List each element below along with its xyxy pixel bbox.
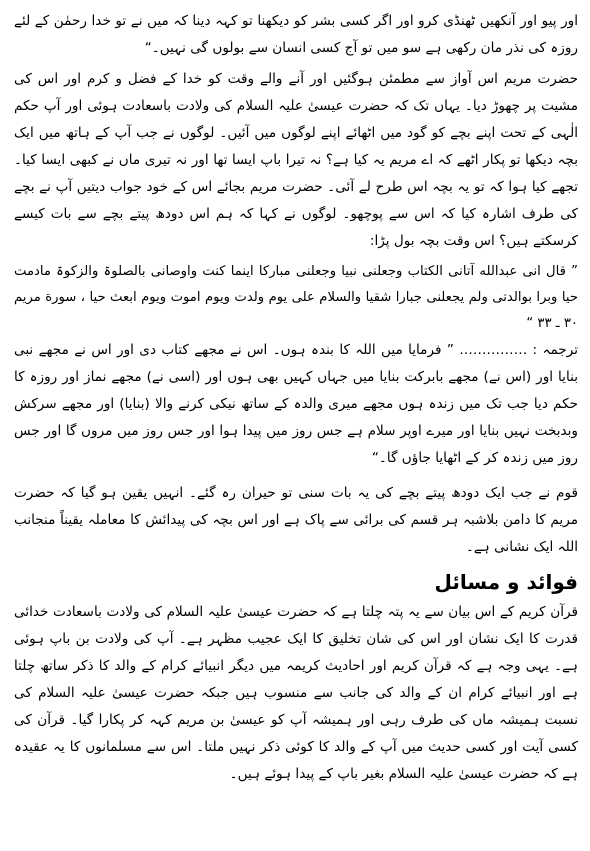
translation-block — [14, 337, 578, 472]
paragraph-opening: اور پیو اور آنکھیں ٹھنڈی کرو اور اگر کسی بشر کو دیکھنا تو کہہ دینا کہ میں نے تو خدا رحمٰن کے لئے روزہ کی نذر مان رکھی ہے سو میں تو آج کسی انسان سے بولوں گی نہیں۔“ — [14, 13, 578, 56]
paragraph-reaction: قوم نے جب ایک دودھ پیتے بچے کی یہ بات سنی تو حیران رہ گئے۔ انہیں یقین ہو گیا کہ حضرت مریم کا دامن بلاشبہ ہر قسم کی برائی سے پاک ہے اور اس بچہ کی پیدائش کا معاملہ یقیناً منجانب اللہ ایک نشانی ہے۔ — [14, 485, 578, 555]
translation-text: ” فرمایا میں اللہ کا بندہ ہوں۔ اس نے مجھے کتاب دی اور اس نے مجھے نبی بنایا اور (اس نے) مجھے بابرکت بنایا میں جہاں کہیں بھی ہوں اور (اسی نے) مجھے نماز اور روزہ کا حکم دیا جب تک میں زندہ ہوں مجھے میری والدہ کے ساتھ نیکی کرنے والا (بنایا) اور مجھے سرکش وبدبخت نہیں بنایا اور میرے اوپر سلام ہے جس روز میں پیدا ہوا اور جس روز میں مروں گا اور جس روز میں زندہ کر کے اٹھایا جاؤں گا۔“ — [14, 342, 578, 466]
paragraph-narrative: حضرت مریم اس آواز سے مطمئن ہوگئیں اور آنے والے وقت کو خدا کے فضل و کرم اور اس کی مشیت پر چھوڑ دیا۔ یہاں تک کہ حضرت عیسیٰ علیہ السلام کی ولادت باسعادت ہوئی اور آپ حکم الٰہی کے تحت اپنے بچے کو گود میں اٹھائے اپنے لوگوں میں آئیں۔ لوگوں نے جب آپ کے ہاتھ میں ایک بچہ دیکھا تو پکار اٹھے کہ اے مریم یہ کیا ہے؟ نہ تیرا باپ ایسا تھا اور نہ تیری ماں نے کبھی ایسا کیا۔ تجھے کیا ہوا کہ تو یہ بچہ اس طرح لے آئی۔ حضرت مریم بجائے اس کے خود جواب دیتیں آپ نے بچے کی طرف اشارہ کیا کہ اس سے پوچھو۔ لوگوں نے کہا کہ ہم اس دودھ پیتے بچے سے بات کیسے کرسکتے ہیں؟ اس وقت بچہ بول پڑا: — [14, 71, 578, 249]
paragraph-lessons: قرآن کریم کے اس بیان سے یہ پتہ چلتا ہے کہ حضرت عیسیٰ علیہ السلام کی ولادت باسعادت خدائی قدرت کا ایک نشان اور اس کی شان تخلیق کا ایک عجیب مظہر ہے۔ آپ کی ولادت بن باپ ہوئی ہے۔ یہی وجہ ہے کہ قرآن کریم اور احادیث کریمہ میں دیگر انبیائے کرام کے والد کا ذکر ساتھ چلتا ہے اور انبیائے کرام ان کے والد کی جانب سے منسوب ہیں جبکہ حضرت عیسیٰ علیہ السلام کی نسبت ہمیشہ ماں کی طرف رہی اور ہمیشہ آپ کو عیسیٰ بن مریم کہہ کر پکارا گیا۔ قرآن کی کسی آیت اور کسی حدیث میں آپ کے والد کا کوئی ذکر نہیں ملتا۔ اس سے مسلمانوں کا یہ عقیدہ ہے کہ حضرت عیسیٰ علیہ السلام بغیر باپ کے پیدا ہوئے ہیں۔ — [14, 604, 578, 782]
translation-label: ترجمہ : …………… — [459, 342, 578, 358]
section-heading: فوائد و مسائل — [434, 570, 578, 594]
arabic-quran-quote: ” قال انی عبدالله آتانی الکتاب وجعلنی نبیا وجعلنی مبارکا اینما کنت واوصانی بالصلوۃ والزکوۃ مادمت حیا وبرا بوالدتی ولم یجعلنی جبارا شقیا والسلام علی یوم ولدت ویوم اموت ویوم ابعث حیا ، سورة مریم ۳۰ ـ ۳۳ “ — [14, 264, 578, 331]
